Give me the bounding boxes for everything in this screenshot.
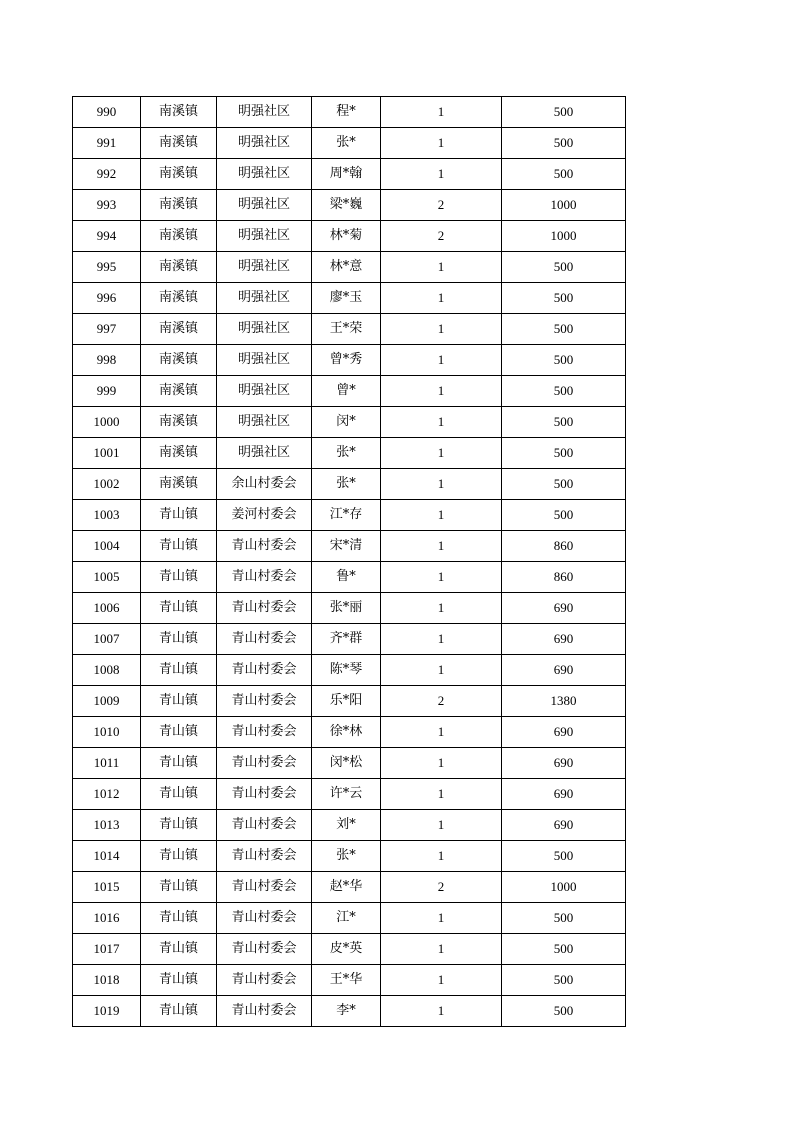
cell-town: 青山镇 bbox=[141, 779, 217, 810]
cell-community: 青山村委会 bbox=[217, 872, 312, 903]
table-row bbox=[73, 469, 626, 500]
table-row bbox=[73, 438, 626, 469]
cell-town: 青山镇 bbox=[141, 593, 217, 624]
table-row bbox=[73, 128, 626, 159]
table-row bbox=[73, 965, 626, 996]
cell-town: 青山镇 bbox=[141, 686, 217, 717]
cell-serial-number: 998 bbox=[73, 345, 141, 376]
table-row bbox=[73, 655, 626, 686]
cell-amount: 1000 bbox=[502, 190, 626, 221]
cell-person-count: 1 bbox=[381, 407, 502, 438]
cell-person-count: 1 bbox=[381, 810, 502, 841]
cell-amount: 500 bbox=[502, 841, 626, 872]
cell-amount: 500 bbox=[502, 283, 626, 314]
cell-community: 明强社区 bbox=[217, 97, 312, 128]
cell-town: 青山镇 bbox=[141, 655, 217, 686]
cell-community: 青山村委会 bbox=[217, 748, 312, 779]
cell-amount: 500 bbox=[502, 500, 626, 531]
cell-serial-number: 1010 bbox=[73, 717, 141, 748]
table-row bbox=[73, 314, 626, 345]
cell-person-count: 1 bbox=[381, 934, 502, 965]
cell-person-count: 1 bbox=[381, 500, 502, 531]
cell-person-count: 2 bbox=[381, 190, 502, 221]
cell-serial-number: 1015 bbox=[73, 872, 141, 903]
cell-town: 青山镇 bbox=[141, 841, 217, 872]
cell-serial-number: 1009 bbox=[73, 686, 141, 717]
cell-person-name: 廖*玉 bbox=[312, 283, 381, 314]
cell-person-name: 李* bbox=[312, 996, 381, 1027]
cell-community: 青山村委会 bbox=[217, 934, 312, 965]
cell-person-count: 1 bbox=[381, 996, 502, 1027]
cell-amount: 500 bbox=[502, 97, 626, 128]
cell-community: 姜河村委会 bbox=[217, 500, 312, 531]
cell-community: 青山村委会 bbox=[217, 624, 312, 655]
cell-serial-number: 999 bbox=[73, 376, 141, 407]
cell-amount: 500 bbox=[502, 934, 626, 965]
cell-community: 明强社区 bbox=[217, 314, 312, 345]
cell-town: 南溪镇 bbox=[141, 97, 217, 128]
cell-community: 明强社区 bbox=[217, 345, 312, 376]
cell-person-name: 张* bbox=[312, 841, 381, 872]
cell-serial-number: 1014 bbox=[73, 841, 141, 872]
cell-person-name: 许*云 bbox=[312, 779, 381, 810]
cell-community: 青山村委会 bbox=[217, 655, 312, 686]
cell-person-name: 张* bbox=[312, 438, 381, 469]
cell-community: 明强社区 bbox=[217, 407, 312, 438]
cell-community: 青山村委会 bbox=[217, 531, 312, 562]
cell-person-name: 徐*林 bbox=[312, 717, 381, 748]
cell-amount: 500 bbox=[502, 903, 626, 934]
cell-town: 青山镇 bbox=[141, 562, 217, 593]
cell-community: 青山村委会 bbox=[217, 996, 312, 1027]
cell-person-name: 江* bbox=[312, 903, 381, 934]
cell-serial-number: 990 bbox=[73, 97, 141, 128]
cell-person-count: 2 bbox=[381, 686, 502, 717]
cell-town: 青山镇 bbox=[141, 748, 217, 779]
cell-town: 青山镇 bbox=[141, 531, 217, 562]
cell-person-name: 曾* bbox=[312, 376, 381, 407]
cell-amount: 690 bbox=[502, 810, 626, 841]
cell-town: 南溪镇 bbox=[141, 283, 217, 314]
cell-person-count: 2 bbox=[381, 872, 502, 903]
cell-person-count: 1 bbox=[381, 562, 502, 593]
cell-community: 青山村委会 bbox=[217, 593, 312, 624]
cell-person-count: 1 bbox=[381, 841, 502, 872]
cell-person-name: 闵*松 bbox=[312, 748, 381, 779]
cell-person-count: 1 bbox=[381, 376, 502, 407]
cell-person-count: 1 bbox=[381, 748, 502, 779]
cell-amount: 500 bbox=[502, 314, 626, 345]
cell-serial-number: 1004 bbox=[73, 531, 141, 562]
cell-community: 青山村委会 bbox=[217, 779, 312, 810]
table-row bbox=[73, 686, 626, 717]
table-row bbox=[73, 872, 626, 903]
cell-town: 青山镇 bbox=[141, 810, 217, 841]
subsidy-table bbox=[72, 96, 626, 1027]
cell-serial-number: 992 bbox=[73, 159, 141, 190]
cell-amount: 690 bbox=[502, 593, 626, 624]
cell-amount: 860 bbox=[502, 531, 626, 562]
cell-person-name: 宋*清 bbox=[312, 531, 381, 562]
cell-person-count: 1 bbox=[381, 903, 502, 934]
cell-person-name: 王*华 bbox=[312, 965, 381, 996]
cell-serial-number: 1000 bbox=[73, 407, 141, 438]
cell-community: 青山村委会 bbox=[217, 903, 312, 934]
cell-person-count: 1 bbox=[381, 469, 502, 500]
cell-community: 明强社区 bbox=[217, 128, 312, 159]
cell-person-name: 赵*华 bbox=[312, 872, 381, 903]
cell-person-name: 林*菊 bbox=[312, 221, 381, 252]
cell-person-name: 江*存 bbox=[312, 500, 381, 531]
cell-person-name: 闵* bbox=[312, 407, 381, 438]
cell-person-count: 2 bbox=[381, 221, 502, 252]
cell-person-name: 张* bbox=[312, 128, 381, 159]
table-row bbox=[73, 283, 626, 314]
cell-person-count: 1 bbox=[381, 252, 502, 283]
table-row bbox=[73, 345, 626, 376]
table-row bbox=[73, 562, 626, 593]
table-row bbox=[73, 779, 626, 810]
table-row bbox=[73, 748, 626, 779]
cell-person-name: 程* bbox=[312, 97, 381, 128]
cell-person-count: 1 bbox=[381, 717, 502, 748]
cell-person-name: 梁*巍 bbox=[312, 190, 381, 221]
cell-serial-number: 1002 bbox=[73, 469, 141, 500]
cell-town: 青山镇 bbox=[141, 717, 217, 748]
cell-person-count: 1 bbox=[381, 965, 502, 996]
cell-community: 青山村委会 bbox=[217, 686, 312, 717]
cell-serial-number: 1017 bbox=[73, 934, 141, 965]
cell-person-name: 张*丽 bbox=[312, 593, 381, 624]
cell-person-name: 张* bbox=[312, 469, 381, 500]
cell-amount: 690 bbox=[502, 779, 626, 810]
cell-amount: 860 bbox=[502, 562, 626, 593]
cell-serial-number: 996 bbox=[73, 283, 141, 314]
cell-person-count: 1 bbox=[381, 283, 502, 314]
cell-person-name: 乐*阳 bbox=[312, 686, 381, 717]
table-row bbox=[73, 252, 626, 283]
cell-person-count: 1 bbox=[381, 438, 502, 469]
cell-serial-number: 1001 bbox=[73, 438, 141, 469]
cell-serial-number: 991 bbox=[73, 128, 141, 159]
cell-community: 明强社区 bbox=[217, 438, 312, 469]
cell-amount: 690 bbox=[502, 655, 626, 686]
cell-amount: 1000 bbox=[502, 872, 626, 903]
table-row bbox=[73, 159, 626, 190]
cell-serial-number: 1019 bbox=[73, 996, 141, 1027]
table-row bbox=[73, 500, 626, 531]
cell-person-count: 1 bbox=[381, 593, 502, 624]
cell-amount: 500 bbox=[502, 252, 626, 283]
cell-serial-number: 994 bbox=[73, 221, 141, 252]
cell-person-count: 1 bbox=[381, 97, 502, 128]
cell-person-name: 林*意 bbox=[312, 252, 381, 283]
cell-town: 青山镇 bbox=[141, 624, 217, 655]
cell-town: 南溪镇 bbox=[141, 252, 217, 283]
table-row bbox=[73, 593, 626, 624]
cell-amount: 500 bbox=[502, 407, 626, 438]
cell-person-name: 陈*琴 bbox=[312, 655, 381, 686]
cell-person-name: 齐*群 bbox=[312, 624, 381, 655]
cell-town: 南溪镇 bbox=[141, 376, 217, 407]
cell-amount: 690 bbox=[502, 624, 626, 655]
cell-town: 南溪镇 bbox=[141, 469, 217, 500]
cell-amount: 500 bbox=[502, 376, 626, 407]
cell-community: 明强社区 bbox=[217, 283, 312, 314]
table-row bbox=[73, 407, 626, 438]
table-row bbox=[73, 934, 626, 965]
cell-community: 明强社区 bbox=[217, 252, 312, 283]
cell-town: 南溪镇 bbox=[141, 407, 217, 438]
table-row bbox=[73, 376, 626, 407]
cell-serial-number: 1013 bbox=[73, 810, 141, 841]
table-row bbox=[73, 903, 626, 934]
cell-serial-number: 1008 bbox=[73, 655, 141, 686]
table-row bbox=[73, 996, 626, 1027]
cell-person-count: 1 bbox=[381, 531, 502, 562]
cell-amount: 500 bbox=[502, 128, 626, 159]
cell-town: 南溪镇 bbox=[141, 128, 217, 159]
table-row bbox=[73, 190, 626, 221]
table-row bbox=[73, 624, 626, 655]
cell-town: 南溪镇 bbox=[141, 314, 217, 345]
cell-amount: 1380 bbox=[502, 686, 626, 717]
cell-serial-number: 1011 bbox=[73, 748, 141, 779]
cell-community: 青山村委会 bbox=[217, 965, 312, 996]
cell-amount: 500 bbox=[502, 438, 626, 469]
cell-community: 青山村委会 bbox=[217, 717, 312, 748]
cell-amount: 690 bbox=[502, 748, 626, 779]
cell-community: 青山村委会 bbox=[217, 810, 312, 841]
cell-person-count: 1 bbox=[381, 128, 502, 159]
cell-amount: 500 bbox=[502, 965, 626, 996]
cell-amount: 690 bbox=[502, 717, 626, 748]
cell-community: 明强社区 bbox=[217, 376, 312, 407]
cell-amount: 500 bbox=[502, 345, 626, 376]
cell-town: 青山镇 bbox=[141, 872, 217, 903]
cell-serial-number: 1005 bbox=[73, 562, 141, 593]
cell-serial-number: 1007 bbox=[73, 624, 141, 655]
table-row bbox=[73, 97, 626, 128]
cell-town: 青山镇 bbox=[141, 965, 217, 996]
cell-town: 南溪镇 bbox=[141, 345, 217, 376]
cell-person-count: 1 bbox=[381, 345, 502, 376]
cell-person-count: 1 bbox=[381, 159, 502, 190]
cell-person-name: 周*翰 bbox=[312, 159, 381, 190]
cell-community: 青山村委会 bbox=[217, 562, 312, 593]
cell-person-name: 曾*秀 bbox=[312, 345, 381, 376]
cell-amount: 1000 bbox=[502, 221, 626, 252]
cell-serial-number: 1018 bbox=[73, 965, 141, 996]
cell-town: 青山镇 bbox=[141, 934, 217, 965]
cell-community: 明强社区 bbox=[217, 190, 312, 221]
cell-amount: 500 bbox=[502, 996, 626, 1027]
cell-serial-number: 1003 bbox=[73, 500, 141, 531]
cell-community: 余山村委会 bbox=[217, 469, 312, 500]
cell-town: 南溪镇 bbox=[141, 190, 217, 221]
cell-serial-number: 1006 bbox=[73, 593, 141, 624]
cell-person-count: 1 bbox=[381, 624, 502, 655]
table-row bbox=[73, 717, 626, 748]
cell-person-name: 鲁* bbox=[312, 562, 381, 593]
cell-person-count: 1 bbox=[381, 314, 502, 345]
table-row bbox=[73, 221, 626, 252]
cell-town: 南溪镇 bbox=[141, 159, 217, 190]
cell-town: 南溪镇 bbox=[141, 221, 217, 252]
cell-serial-number: 995 bbox=[73, 252, 141, 283]
table-row bbox=[73, 841, 626, 872]
cell-person-name: 刘* bbox=[312, 810, 381, 841]
cell-amount: 500 bbox=[502, 469, 626, 500]
cell-person-name: 王*荣 bbox=[312, 314, 381, 345]
cell-town: 南溪镇 bbox=[141, 438, 217, 469]
cell-amount: 500 bbox=[502, 159, 626, 190]
table-row bbox=[73, 810, 626, 841]
cell-serial-number: 1016 bbox=[73, 903, 141, 934]
cell-serial-number: 993 bbox=[73, 190, 141, 221]
cell-town: 青山镇 bbox=[141, 903, 217, 934]
cell-person-count: 1 bbox=[381, 779, 502, 810]
cell-person-name: 皮*英 bbox=[312, 934, 381, 965]
table-body bbox=[73, 97, 626, 1027]
cell-town: 青山镇 bbox=[141, 996, 217, 1027]
cell-town: 青山镇 bbox=[141, 500, 217, 531]
table-row bbox=[73, 531, 626, 562]
cell-serial-number: 1012 bbox=[73, 779, 141, 810]
cell-serial-number: 997 bbox=[73, 314, 141, 345]
cell-community: 明强社区 bbox=[217, 159, 312, 190]
cell-community: 明强社区 bbox=[217, 221, 312, 252]
cell-person-count: 1 bbox=[381, 655, 502, 686]
cell-community: 青山村委会 bbox=[217, 841, 312, 872]
